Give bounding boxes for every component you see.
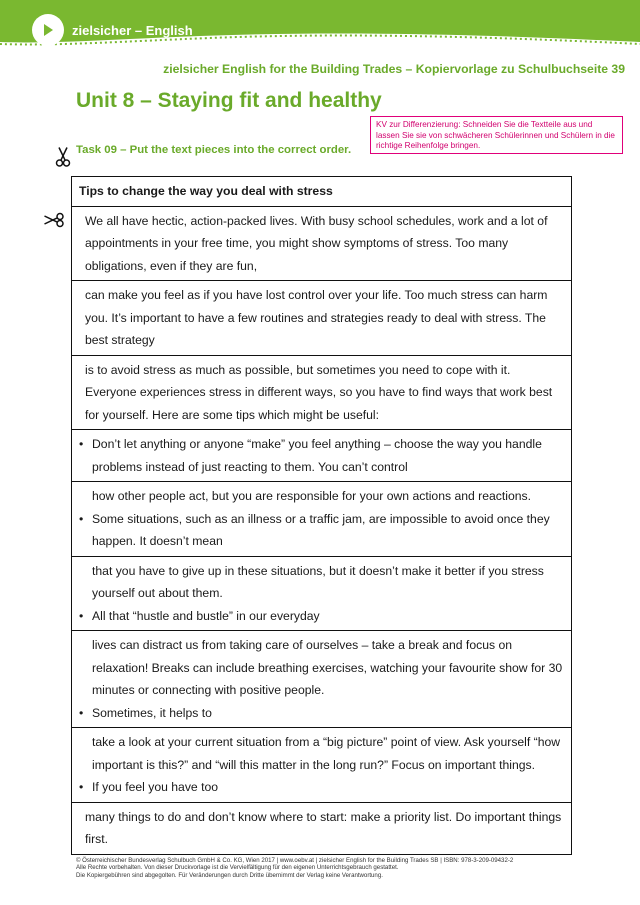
page-header-line: zielsicher English for the Building Trades – Kopiervorlage zu Schulbuchseite 39 xyxy=(163,62,625,76)
text-piece xyxy=(72,631,571,728)
text-piece-line: Don’t let anything or anyone “make” you feel anything – choose the way you handle problems instead of just reacting to them. You can’t control xyxy=(92,437,542,474)
text-piece xyxy=(72,728,571,803)
task-instruction: Task 09 – Put the text pieces into the correct order. xyxy=(76,144,352,156)
text-piece-line: All that “hustle and bustle” in our everyday xyxy=(92,608,320,623)
bullet: • xyxy=(79,437,84,451)
scissors-icon xyxy=(43,212,65,233)
text-piece-line: Sometimes, it helps to xyxy=(92,705,212,720)
text-piece-line: that you have to give up in these situations, but it doesn’t make it better if you stress yourself out about them. xyxy=(92,563,544,600)
text-piece xyxy=(72,557,571,632)
brand-name: zielsicher – English xyxy=(72,22,193,38)
scissors-icon xyxy=(55,146,71,173)
cut-out-text-table xyxy=(71,176,572,855)
bullet: • xyxy=(79,511,84,526)
text-piece: can make you feel as if you have lost control over your life. Too much stress can harm you. It’s important to have a few routines and strategies ready to deal with stress. The best strategy xyxy=(72,281,571,356)
text-piece: is to avoid stress as much as possible, but sometimes you need to cope with it. Everyone experiences stress in different ways, so you have to find ways that work best for yourself. Here are some tips which might be useful: xyxy=(72,356,571,431)
footer-line: © Österreichischer Bundesverlag Schulbuch GmbH & Co. KG, Wien 2017 | www.oebv.at | zielsicher English for the Building Trades SB | ISBN: 978-3-209-09432-2 xyxy=(76,857,514,864)
brand-logo xyxy=(32,14,193,46)
text-piece-line: Some situations, such as an illness or a traffic jam, are impossible to avoid once they happen. It doesn’t mean xyxy=(92,511,550,548)
bullet: • xyxy=(79,780,84,794)
page-title: Unit 8 – Staying fit and healthy xyxy=(76,89,382,112)
text-piece-line: lives can distract us from taking care of ourselves – take a break and focus on relaxation! Breaks can include breathing exercises, watching your favourite show for 30 minutes or connecting with positive people. xyxy=(92,638,563,697)
text-piece xyxy=(72,482,571,557)
bullet: • xyxy=(79,608,84,623)
teacher-note-box: KV zur Differenzierung: Schneiden Sie die Textteile aus und lassen Sie sie von schwächeren Schülerinnen und Schülern in die richtige Reihenfolge bringen. xyxy=(370,116,623,154)
text-piece-line: how other people act, but you are responsible for your own actions and reactions. xyxy=(92,489,532,503)
text-piece: We all have hectic, action-packed lives. With busy school schedules, work and a lot of appointments in your free time, you might show symptoms of stress. Too many obligations, even if they are fun, xyxy=(72,207,571,282)
text-piece: many things to do and don’t know where to start: make a priority list. Do important things first. xyxy=(85,809,562,846)
text-piece-line: take a look at your current situation from a “big picture” point of view. Ask yourself “how important is this?” and “will this matter in the long run?” Focus on important things. xyxy=(92,735,561,772)
footer-line: Alle Rechte vorbehalten. Von dieser Druckvorlage ist die Vervielfältigung für den eigenen Unterrichtsgebrauch gestattet. xyxy=(76,864,399,872)
text-piece xyxy=(72,430,571,482)
header-banner xyxy=(0,0,640,50)
bullet: • xyxy=(79,705,84,720)
play-icon xyxy=(32,14,64,46)
footer-line: Die Kopiergebühren sind abgegolten. Für Veränderungen durch Dritte übernimmt der Verlag keine Verantwortung. xyxy=(76,871,383,879)
copyright-footer xyxy=(76,857,513,879)
text-piece-line: If you feel you have too xyxy=(92,780,219,794)
table-heading: Tips to change the way you deal with stress xyxy=(72,177,571,207)
